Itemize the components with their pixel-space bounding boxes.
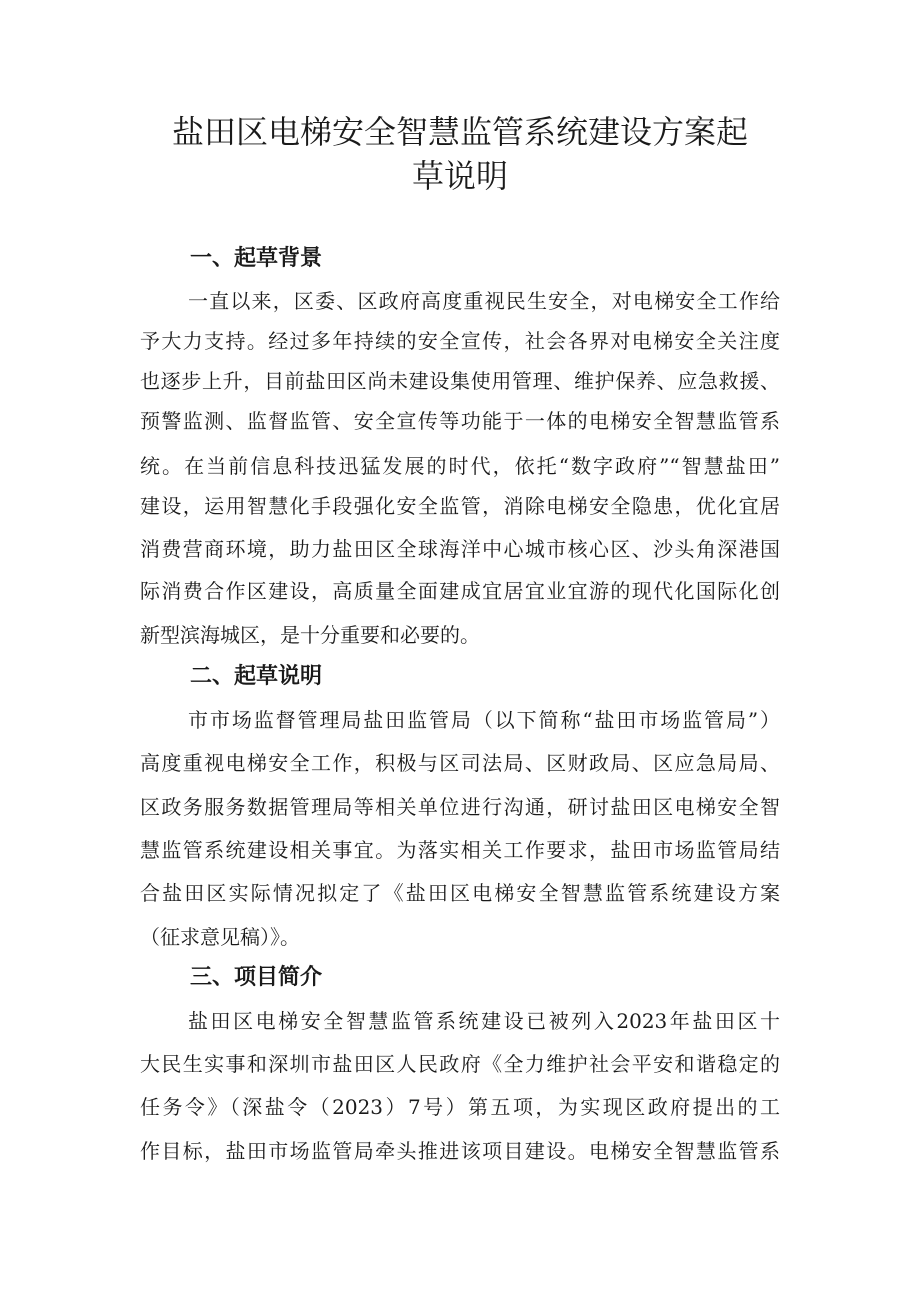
paragraph-line: 新型滨海城区，是十分重要和必要的。: [140, 623, 480, 647]
section-heading-project: 三、项目简介: [190, 965, 323, 990]
paragraph-line: 预警监测、监督监管、安全宣传等功能于一体的电梯安全智慧监管系: [140, 409, 780, 433]
paragraph-line: 合盐田区实际情况拟定了《盐田区电梯安全智慧监管系统建设方案: [140, 881, 780, 905]
paragraph-line: 消费营商环境，助力盐田区全球海洋中心城市核心区、沙头角深港国: [140, 537, 780, 561]
paragraph-line: 建设，运用智慧化手段强化安全监管，消除电梯安全隐患，优化宜居: [140, 494, 780, 518]
document-title-line-1: 盐田区电梯安全智慧监管系统建设方案起: [171, 113, 748, 151]
paragraph-line: 盐田区电梯安全智慧监管系统建设已被列入2023年盐田区十: [188, 1009, 780, 1033]
paragraph-line: 也逐步上升，目前盐田区尚未建设集使用管理、维护保养、应急救援、: [140, 369, 780, 393]
paragraph-line: 予大力支持。经过多年持续的安全宣传，社会各界对电梯安全关注度: [140, 329, 780, 353]
paragraph-line: 市市场监督管理局盐田监管局（以下简称“盐田市场监管局”）: [188, 708, 780, 732]
document-title-line-2: 草说明: [411, 157, 508, 195]
paragraph-line: 际消费合作区建设，高质量全面建成宜居宜业宜游的现代化国际化创: [140, 579, 780, 603]
paragraph-line: 慧监管系统建设相关事宜。为落实相关工作要求，盐田市场监管局结: [140, 838, 780, 862]
paragraph-line: 区政务服务数据管理局等相关单位进行沟通，研讨盐田区电梯安全智: [140, 795, 780, 819]
section-heading-background: 一、起草背景: [190, 246, 323, 271]
paragraph-line: 大民生实事和深圳市盐田区人民政府《全力维护社会平安和谐稳定的: [140, 1052, 780, 1076]
paragraph-line: 统。在当前信息科技迅猛发展的时代，依托“数字政府”“智慧盐田”: [140, 454, 780, 478]
paragraph-line: 高度重视电梯安全工作，积极与区司法局、区财政局、区应急局局、: [140, 751, 780, 775]
paragraph-line: 一直以来，区委、区政府高度重视民生安全，对电梯安全工作给: [188, 289, 780, 313]
paragraph-line: （征求意见稿）》。: [140, 925, 300, 949]
paragraph-line: 作目标，盐田市场监管局牵头推进该项目建设。电梯安全智慧监管系: [140, 1139, 780, 1163]
paragraph-line: 任务令》（深盐令（2023）7号）第五项，为实现区政府提出的工: [140, 1095, 780, 1119]
section-heading-drafting: 二、起草说明: [190, 664, 323, 689]
